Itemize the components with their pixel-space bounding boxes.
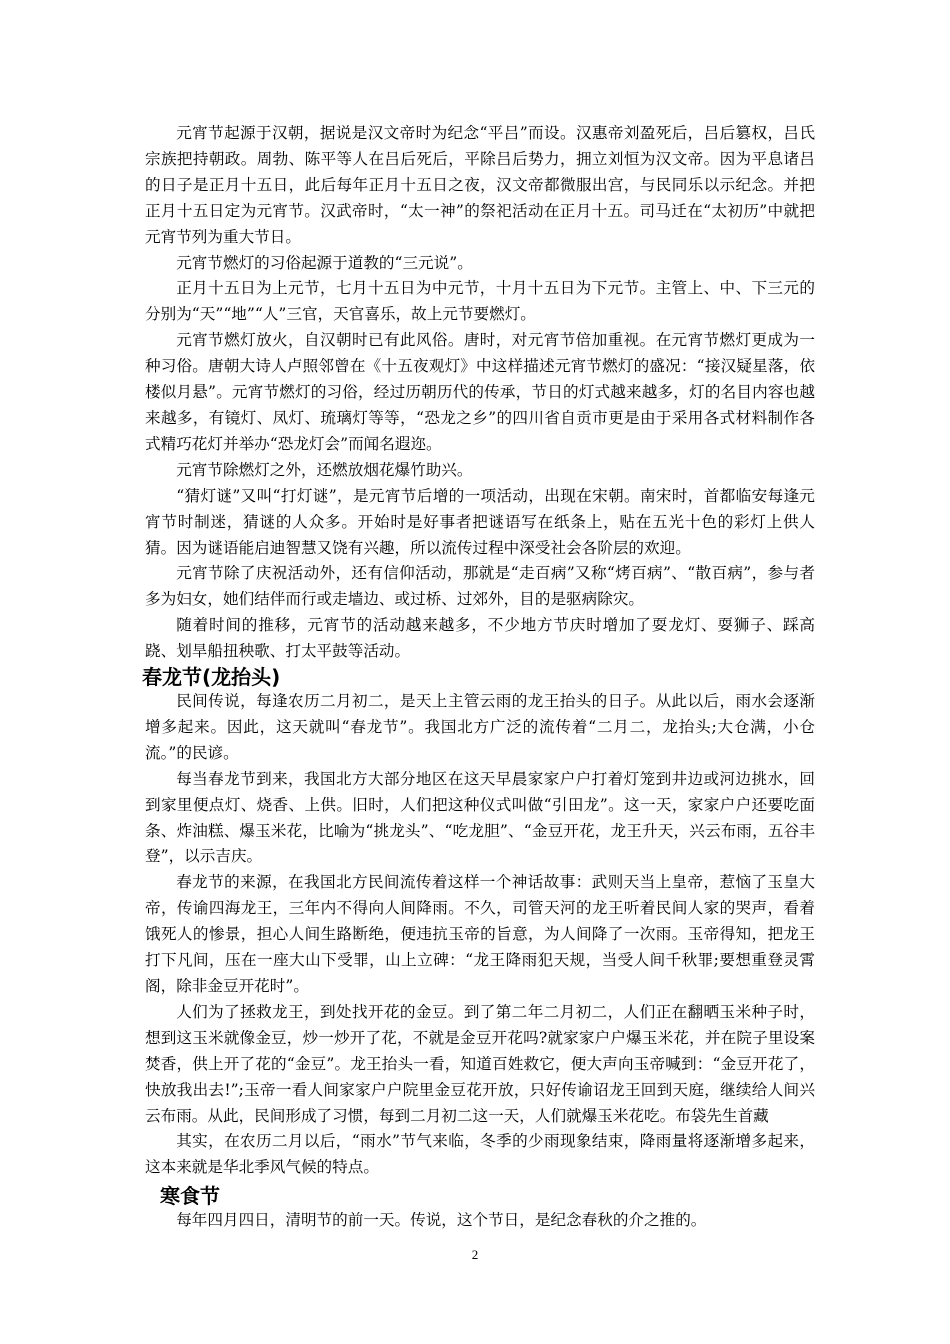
- paragraph: 每年四月四日，清明节的前一天。传说，这个节日，是纪念春秋的介之推的。: [176, 1211, 707, 1230]
- section-yuanxiao: [145, 121, 815, 665]
- paragraph: 民间传说，每逢农历二月初二，是天上主管云雨的龙王抬头的日子。从此以后，雨水会逐渐增多起来。因此，这天就叫“春龙节”。我国北方广泛的流传着“二月二，龙抬头;大仓满，小仓流。”的民谚。: [145, 692, 815, 762]
- paragraph: 元宵节起源于汉朝，据说是汉文帝时为纪念“平吕”而设。汉惠帝刘盈死后，吕后篡权，吕氏宗族把持朝政。周勃、陈平等人在吕后死后，平除吕后势力，拥立刘恒为汉文帝。因为平息诸吕的日子是正月十五日，此后每年正月十五日之夜，汉文帝都微服出宫，与民同乐以示纪念。并把正月十五日定为元宵节。汉武帝时，“太一神”的祭祀活动在正月十五。司马迁在“太初历”中就把元宵节列为重大节日。: [145, 124, 815, 246]
- page-number: 2: [471, 1247, 479, 1262]
- paragraph: 正月十五日为上元节，七月十五日为中元节，十月十五日为下元节。主管上、中、下三元的分别为“天”“地”“人”三官，天官喜乐，故上元节要燃灯。: [145, 279, 815, 324]
- section-heading-chunlong: 春龙节(龙抬头): [142, 665, 281, 690]
- paragraph: 元宵节燃灯的习俗起源于道教的“三元说”。: [176, 253, 473, 272]
- paragraph: 每当春龙节到来，我国北方大部分地区在这天早晨家家户户打着灯笼到井边或河边挑水，回到家里便点灯、烧香、上供。旧时，人们把这种仪式叫做“引田龙”。这一天，家家户户还要吃面条、炸油糕、爆玉米花，比喻为“挑龙头”、“吃龙胆”、“金豆开花，龙王升天，兴云布雨，五谷丰登”，以示吉庆。: [145, 769, 815, 866]
- page-body: [142, 121, 815, 1234]
- paragraph: 人们为了拯救龙王，到处找开花的金豆。到了第二年二月初二，人们正在翻晒玉米种子时，想到这玉米就像金豆，炒一炒开了花，不就是金豆开花吗?就家家户户爆玉米花，并在院子里设案焚香，供上开了花的“金豆”。龙王抬头一看，知道百姓救它，便大声向玉帝喊到：“金豆开花了，快放我出去!”;玉帝一看人间家家户户院里金豆花开放，只好传谕诏龙王回到天庭，继续给人间兴云布雨。从此，民间形成了习惯，每到二月初二这一天，人们就爆玉米花吃。布袋先生首藏: [145, 1002, 815, 1125]
- paragraph: “猜灯谜”又叫“打灯谜”，是元宵节后增的一项活动，出现在宋朝。南宋时，首都临安每逢元宵节时制迷，猜谜的人众多。开始时是好事者把谜语写在纸条上，贴在五光十色的彩灯上供人猜。因为谜语能启迪智慧又饶有兴趣，所以流传过程中深受社会各阶层的欢迎。: [145, 486, 815, 557]
- section-heading-hanshi: 寒食节: [160, 1184, 220, 1209]
- section-hanshi: [145, 1184, 815, 1234]
- paragraph: 元宵节除了庆祝活动外，还有信仰活动，那就是“走百病”又称“烤百病”、“散百病”，参与者多为妇女，她们结伴而行或走墙边、或过桥、过郊外，目的是驱病除灾。: [145, 564, 815, 609]
- paragraph: 元宵节燃灯放火，自汉朝时已有此风俗。唐时，对元宵节倍加重视。在元宵节燃灯更成为一种习俗。唐朝大诗人卢照邻曾在《十五夜观灯》中这样描述元宵节燃灯的盛况：“接汉疑星落，依楼似月悬”。元宵节燃灯的习俗，经过历朝历代的传承，节日的灯式越来越多，灯的名目内容也越来越多，有镜灯、凤灯、琉璃灯等等，“恐龙之乡”的四川省自贡市更是由于采用各式材料制作各式精巧花灯并举办“恐龙灯会”而闻名遐迩。: [145, 331, 815, 453]
- paragraph: 随着时间的推移，元宵节的活动越来越多，不少地方节庆时增加了耍龙灯、耍狮子、踩高跷、划旱船扭秧歌、打太平鼓等活动。: [145, 616, 815, 661]
- paragraph: 元宵节除燃灯之外，还燃放烟花爆竹助兴。: [176, 460, 473, 479]
- section-chunlong: [142, 665, 815, 1181]
- paragraph: 春龙节的来源，在我国北方民间流传着这样一个神话故事：武则天当上皇帝，惹恼了玉皇大帝，传谕四海龙王，三年内不得向人间降雨。不久，司管天河的龙王听着民间人家的哭声，看着饿死人的惨景，担心人间生路断绝，便违抗玉帝的旨意，为人间降了一次雨。玉帝得知，把龙王打下凡间，压在一座大山下受罪，山上立碑：“龙王降雨犯天规，当受人间千秋罪;要想重登灵霄阁，除非金豆开花时”。: [145, 873, 815, 995]
- paragraph: 其实，在农历二月以后，“雨水”节气来临，冬季的少雨现象结束，降雨量将逐渐增多起来，这本来就是华北季风气候的特点。: [145, 1132, 815, 1177]
